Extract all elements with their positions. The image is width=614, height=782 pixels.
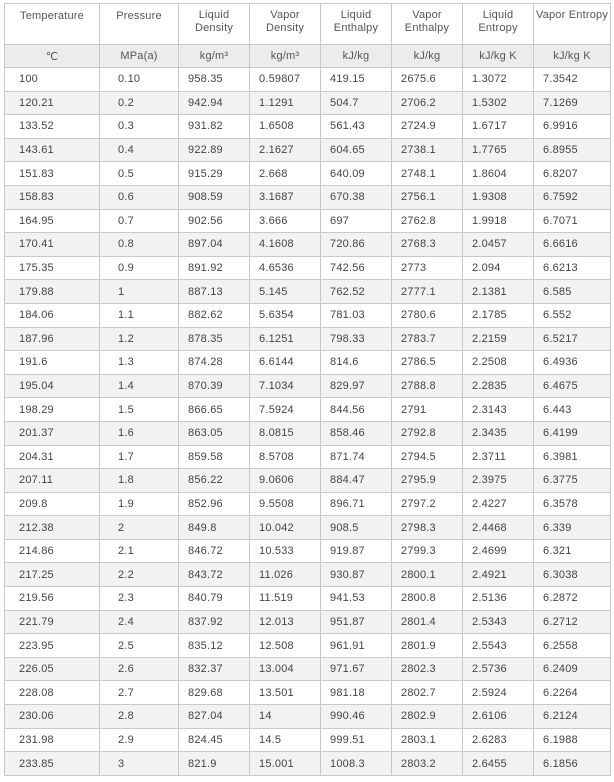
unit-pressure: MPa(a) [100,45,179,68]
cell-pressure: 1.3 [100,351,179,375]
cell-liquid-enthalpy: 762.52 [321,280,392,304]
cell-temperature: 204.31 [5,445,100,469]
cell-vapor-density: 15.001 [250,752,321,776]
cell-liquid-density: 870.39 [179,374,250,398]
cell-vapor-entropy: 6.4936 [534,351,611,375]
cell-pressure: 3 [100,752,179,776]
unit-vapor-density: kg/m³ [250,45,321,68]
cell-pressure: 2.8 [100,705,179,729]
cell-liquid-entropy: 2.1785 [463,303,534,327]
cell-liquid-entropy: 2.4921 [463,563,534,587]
cell-liquid-density: 882.62 [179,303,250,327]
cell-liquid-entropy: 2.6455 [463,752,534,776]
cell-vapor-density: 11.026 [250,563,321,587]
cell-vapor-density: 5.145 [250,280,321,304]
cell-temperature: 175.35 [5,256,100,280]
cell-pressure: 2.6 [100,657,179,681]
unit-vapor-entropy: kJ/kg K [534,45,611,68]
cell-liquid-entropy: 2.4699 [463,539,534,563]
cell-vapor-enthalpy: 2773 [392,256,463,280]
cell-liquid-density: 843.72 [179,563,250,587]
cell-vapor-enthalpy: 2802.7 [392,681,463,705]
cell-pressure: 2.7 [100,681,179,705]
cell-vapor-enthalpy: 2794.5 [392,445,463,469]
table-row [5,280,611,304]
cell-temperature: 223.95 [5,634,100,658]
header-pressure: Pressure [100,4,179,45]
cell-pressure: 2.9 [100,728,179,752]
cell-vapor-enthalpy: 2706.2 [392,91,463,115]
cell-vapor-density: 2.668 [250,162,321,186]
cell-liquid-entropy: 2.5136 [463,587,534,611]
table-row [5,91,611,115]
cell-temperature: 170.41 [5,233,100,257]
cell-liquid-density: 958.35 [179,68,250,92]
cell-pressure: 0.4 [100,138,179,162]
cell-vapor-density: 10.533 [250,539,321,563]
cell-vapor-entropy: 6.6616 [534,233,611,257]
cell-temperature: 179.88 [5,280,100,304]
table-row [5,516,611,540]
cell-liquid-enthalpy: 896.71 [321,492,392,516]
cell-vapor-enthalpy: 2777.1 [392,280,463,304]
cell-liquid-density: 824.45 [179,728,250,752]
cell-liquid-enthalpy: 814.6 [321,351,392,375]
cell-liquid-density: 931.82 [179,115,250,139]
cell-liquid-density: 829.68 [179,681,250,705]
header-temperature: Temperature [5,4,100,45]
cell-vapor-enthalpy: 2795.9 [392,469,463,493]
cell-vapor-enthalpy: 2801.9 [392,634,463,658]
cell-vapor-entropy: 6.4675 [534,374,611,398]
cell-liquid-entropy: 2.2159 [463,327,534,351]
cell-vapor-entropy: 6.2124 [534,705,611,729]
cell-vapor-density: 8.5708 [250,445,321,469]
cell-temperature: 151.83 [5,162,100,186]
header-liquid-density: Liquid Density [179,4,250,45]
cell-vapor-enthalpy: 2738.1 [392,138,463,162]
cell-liquid-entropy: 1.5302 [463,91,534,115]
table-row [5,634,611,658]
cell-vapor-enthalpy: 2801.4 [392,610,463,634]
table-row [5,374,611,398]
cell-vapor-entropy: 6.7592 [534,185,611,209]
cell-vapor-entropy: 6.552 [534,303,611,327]
cell-temperature: 221.79 [5,610,100,634]
cell-pressure: 1.4 [100,374,179,398]
cell-vapor-entropy: 6.6213 [534,256,611,280]
cell-liquid-entropy: 2.5343 [463,610,534,634]
cell-liquid-density: 891.92 [179,256,250,280]
cell-liquid-enthalpy: 941.53 [321,587,392,611]
cell-liquid-entropy: 2.3143 [463,398,534,422]
cell-liquid-entropy: 1.6717 [463,115,534,139]
cell-pressure: 1 [100,280,179,304]
cell-vapor-entropy: 7.3542 [534,68,611,92]
cell-liquid-entropy: 2.0457 [463,233,534,257]
cell-vapor-enthalpy: 2762.8 [392,209,463,233]
cell-temperature: 207.11 [5,469,100,493]
cell-vapor-enthalpy: 2799.3 [392,539,463,563]
cell-liquid-entropy: 1.9918 [463,209,534,233]
cell-liquid-entropy: 2.6283 [463,728,534,752]
cell-pressure: 0.8 [100,233,179,257]
table-row [5,303,611,327]
table-row [5,492,611,516]
table-row [5,138,611,162]
cell-temperature: 187.96 [5,327,100,351]
cell-pressure: 1.8 [100,469,179,493]
table-body [5,68,611,776]
cell-liquid-enthalpy: 908.5 [321,516,392,540]
cell-temperature: 184.06 [5,303,100,327]
cell-pressure: 0.5 [100,162,179,186]
cell-vapor-density: 7.1034 [250,374,321,398]
cell-temperature: 133.52 [5,115,100,139]
cell-liquid-entropy: 1.9308 [463,185,534,209]
cell-vapor-entropy: 6.2872 [534,587,611,611]
cell-temperature: 226.05 [5,657,100,681]
cell-vapor-enthalpy: 2803.1 [392,728,463,752]
cell-pressure: 1.9 [100,492,179,516]
cell-vapor-enthalpy: 2792.8 [392,421,463,445]
cell-liquid-enthalpy: 919.87 [321,539,392,563]
cell-pressure: 1.2 [100,327,179,351]
cell-liquid-enthalpy: 999.51 [321,728,392,752]
cell-vapor-enthalpy: 2675.6 [392,68,463,92]
cell-temperature: 201.37 [5,421,100,445]
cell-vapor-entropy: 6.1856 [534,752,611,776]
cell-vapor-entropy: 6.1988 [534,728,611,752]
cell-pressure: 0.9 [100,256,179,280]
table-row [5,752,611,776]
cell-vapor-density: 9.5508 [250,492,321,516]
cell-liquid-entropy: 2.4227 [463,492,534,516]
cell-vapor-entropy: 6.585 [534,280,611,304]
cell-vapor-entropy: 6.443 [534,398,611,422]
cell-temperature: 195.04 [5,374,100,398]
cell-vapor-density: 13.501 [250,681,321,705]
cell-vapor-enthalpy: 2768.3 [392,233,463,257]
cell-temperature: 230.06 [5,705,100,729]
cell-pressure: 2 [100,516,179,540]
cell-pressure: 0.7 [100,209,179,233]
header-vapor-entropy: Vapor Entropy [534,4,611,45]
cell-liquid-density: 922.89 [179,138,250,162]
cell-vapor-entropy: 6.3578 [534,492,611,516]
table-row [5,351,611,375]
units-row [5,45,611,68]
cell-vapor-density: 6.1251 [250,327,321,351]
cell-pressure: 2.2 [100,563,179,587]
cell-liquid-enthalpy: 670.38 [321,185,392,209]
cell-temperature: 217.25 [5,563,100,587]
header-liquid-entropy: Liquid Entropy [463,4,534,45]
cell-liquid-density: 835.12 [179,634,250,658]
cell-liquid-entropy: 2.3435 [463,421,534,445]
cell-vapor-density: 14.5 [250,728,321,752]
table-row [5,681,611,705]
unit-temperature: ℃ [5,45,100,68]
cell-liquid-density: 863.05 [179,421,250,445]
cell-vapor-density: 4.6536 [250,256,321,280]
cell-pressure: 0.10 [100,68,179,92]
cell-vapor-entropy: 6.2264 [534,681,611,705]
cell-liquid-enthalpy: 884.47 [321,469,392,493]
cell-vapor-density: 7.5924 [250,398,321,422]
table-row [5,657,611,681]
cell-pressure: 0.6 [100,185,179,209]
cell-vapor-entropy: 6.2558 [534,634,611,658]
header-vapor-enthalpy: Vapor Enthalpy [392,4,463,45]
cell-vapor-density: 0.59807 [250,68,321,92]
table-row [5,115,611,139]
cell-vapor-density: 12.508 [250,634,321,658]
cell-liquid-enthalpy: 697 [321,209,392,233]
cell-vapor-enthalpy: 2800.1 [392,563,463,587]
table-row [5,209,611,233]
cell-vapor-density: 3.666 [250,209,321,233]
table-row [5,185,611,209]
cell-temperature: 143.61 [5,138,100,162]
cell-vapor-density: 11.519 [250,587,321,611]
cell-liquid-enthalpy: 742.56 [321,256,392,280]
cell-vapor-density: 1.6508 [250,115,321,139]
cell-vapor-entropy: 6.4199 [534,421,611,445]
cell-vapor-entropy: 6.2409 [534,657,611,681]
cell-temperature: 191.6 [5,351,100,375]
cell-vapor-density: 4.1608 [250,233,321,257]
steam-table-container [4,3,610,776]
cell-liquid-entropy: 2.4468 [463,516,534,540]
cell-liquid-entropy: 1.7765 [463,138,534,162]
cell-liquid-density: 908.59 [179,185,250,209]
cell-temperature: 164.95 [5,209,100,233]
cell-liquid-density: 837.92 [179,610,250,634]
cell-pressure: 0.2 [100,91,179,115]
cell-temperature: 214.86 [5,539,100,563]
table-row [5,610,611,634]
cell-liquid-enthalpy: 990.46 [321,705,392,729]
table-row [5,162,611,186]
header-liquid-enthalpy: Liquid Enthalpy [321,4,392,45]
cell-liquid-enthalpy: 858.46 [321,421,392,445]
cell-vapor-density: 6.6144 [250,351,321,375]
cell-vapor-enthalpy: 2791 [392,398,463,422]
cell-liquid-entropy: 2.1381 [463,280,534,304]
cell-vapor-enthalpy: 2798.3 [392,516,463,540]
cell-liquid-density: 849.8 [179,516,250,540]
cell-vapor-enthalpy: 2786.5 [392,351,463,375]
cell-vapor-entropy: 6.8955 [534,138,611,162]
cell-liquid-entropy: 2.2508 [463,351,534,375]
table-row [5,469,611,493]
table-row [5,705,611,729]
cell-liquid-density: 821.9 [179,752,250,776]
cell-pressure: 2.1 [100,539,179,563]
cell-temperature: 231.98 [5,728,100,752]
cell-vapor-entropy: 6.321 [534,539,611,563]
cell-liquid-density: 878.35 [179,327,250,351]
cell-temperature: 158.83 [5,185,100,209]
cell-liquid-density: 840.79 [179,587,250,611]
cell-temperature: 212.38 [5,516,100,540]
cell-temperature: 233.85 [5,752,100,776]
cell-liquid-entropy: 2.2835 [463,374,534,398]
table-row [5,445,611,469]
cell-vapor-enthalpy: 2803.2 [392,752,463,776]
table-row [5,327,611,351]
cell-vapor-enthalpy: 2724.9 [392,115,463,139]
cell-liquid-enthalpy: 640.09 [321,162,392,186]
cell-vapor-density: 14 [250,705,321,729]
cell-liquid-density: 915.29 [179,162,250,186]
cell-vapor-density: 3.1687 [250,185,321,209]
cell-vapor-entropy: 6.9916 [534,115,611,139]
cell-vapor-entropy: 6.3981 [534,445,611,469]
cell-liquid-entropy: 2.3975 [463,469,534,493]
cell-liquid-density: 856.22 [179,469,250,493]
cell-liquid-enthalpy: 981.18 [321,681,392,705]
header-vapor-density: Vapor Density [250,4,321,45]
cell-liquid-entropy: 1.3072 [463,68,534,92]
cell-vapor-density: 10.042 [250,516,321,540]
cell-liquid-density: 859.58 [179,445,250,469]
cell-vapor-enthalpy: 2797.2 [392,492,463,516]
cell-liquid-enthalpy: 871.74 [321,445,392,469]
cell-liquid-density: 902.56 [179,209,250,233]
cell-vapor-enthalpy: 2788.8 [392,374,463,398]
cell-liquid-entropy: 1.8604 [463,162,534,186]
cell-liquid-enthalpy: 781.03 [321,303,392,327]
cell-liquid-enthalpy: 829.97 [321,374,392,398]
cell-pressure: 2.5 [100,634,179,658]
cell-liquid-entropy: 2.094 [463,256,534,280]
cell-vapor-entropy: 6.7071 [534,209,611,233]
header-row [5,4,611,45]
cell-vapor-enthalpy: 2802.3 [392,657,463,681]
cell-liquid-enthalpy: 604.65 [321,138,392,162]
table-row [5,421,611,445]
cell-vapor-entropy: 6.2712 [534,610,611,634]
unit-vapor-enthalpy: kJ/kg [392,45,463,68]
cell-vapor-enthalpy: 2802.9 [392,705,463,729]
cell-liquid-density: 827.04 [179,705,250,729]
cell-vapor-enthalpy: 2800.8 [392,587,463,611]
cell-liquid-enthalpy: 798.33 [321,327,392,351]
cell-liquid-density: 866.65 [179,398,250,422]
cell-vapor-entropy: 7.1269 [534,91,611,115]
cell-vapor-density: 1.1291 [250,91,321,115]
cell-vapor-enthalpy: 2748.1 [392,162,463,186]
cell-liquid-enthalpy: 844.56 [321,398,392,422]
cell-liquid-enthalpy: 961.91 [321,634,392,658]
table-row [5,68,611,92]
cell-vapor-entropy: 6.5217 [534,327,611,351]
cell-vapor-density: 5.6354 [250,303,321,327]
cell-vapor-entropy: 6.339 [534,516,611,540]
cell-vapor-enthalpy: 2780.6 [392,303,463,327]
cell-liquid-density: 887.13 [179,280,250,304]
cell-pressure: 1.1 [100,303,179,327]
cell-liquid-enthalpy: 1008.3 [321,752,392,776]
cell-liquid-enthalpy: 720.86 [321,233,392,257]
table-row [5,563,611,587]
cell-vapor-density: 2.1627 [250,138,321,162]
unit-liquid-enthalpy: kJ/kg [321,45,392,68]
cell-liquid-enthalpy: 971.67 [321,657,392,681]
cell-pressure: 1.7 [100,445,179,469]
cell-liquid-density: 874.28 [179,351,250,375]
cell-pressure: 2.4 [100,610,179,634]
table-row [5,539,611,563]
cell-vapor-density: 12.013 [250,610,321,634]
unit-liquid-density: kg/m³ [179,45,250,68]
table-row [5,587,611,611]
cell-pressure: 1.6 [100,421,179,445]
cell-liquid-density: 852.96 [179,492,250,516]
cell-liquid-density: 846.72 [179,539,250,563]
cell-temperature: 228.08 [5,681,100,705]
table-row [5,256,611,280]
cell-liquid-density: 942.94 [179,91,250,115]
cell-vapor-enthalpy: 2756.1 [392,185,463,209]
cell-vapor-entropy: 6.3775 [534,469,611,493]
cell-liquid-density: 832.37 [179,657,250,681]
cell-vapor-density: 13.004 [250,657,321,681]
cell-liquid-enthalpy: 951.87 [321,610,392,634]
cell-liquid-entropy: 2.5543 [463,634,534,658]
table-row [5,398,611,422]
cell-vapor-entropy: 6.3038 [534,563,611,587]
cell-vapor-density: 8.0815 [250,421,321,445]
cell-vapor-enthalpy: 2783.7 [392,327,463,351]
saturated-steam-table [4,3,611,776]
cell-vapor-entropy: 6.8207 [534,162,611,186]
cell-liquid-enthalpy: 561.43 [321,115,392,139]
cell-liquid-entropy: 2.3711 [463,445,534,469]
table-row [5,728,611,752]
cell-pressure: 2.3 [100,587,179,611]
cell-liquid-enthalpy: 419.15 [321,68,392,92]
cell-liquid-density: 897.04 [179,233,250,257]
cell-temperature: 100 [5,68,100,92]
cell-liquid-enthalpy: 930.87 [321,563,392,587]
cell-temperature: 120.21 [5,91,100,115]
table-row [5,233,611,257]
cell-liquid-entropy: 2.5924 [463,681,534,705]
cell-vapor-density: 9.0606 [250,469,321,493]
cell-pressure: 1.5 [100,398,179,422]
cell-liquid-entropy: 2.5736 [463,657,534,681]
cell-temperature: 209.8 [5,492,100,516]
cell-pressure: 0.3 [100,115,179,139]
cell-liquid-entropy: 2.6106 [463,705,534,729]
unit-liquid-entropy: kJ/kg K [463,45,534,68]
cell-temperature: 198.29 [5,398,100,422]
cell-temperature: 219.56 [5,587,100,611]
cell-liquid-enthalpy: 504.7 [321,91,392,115]
